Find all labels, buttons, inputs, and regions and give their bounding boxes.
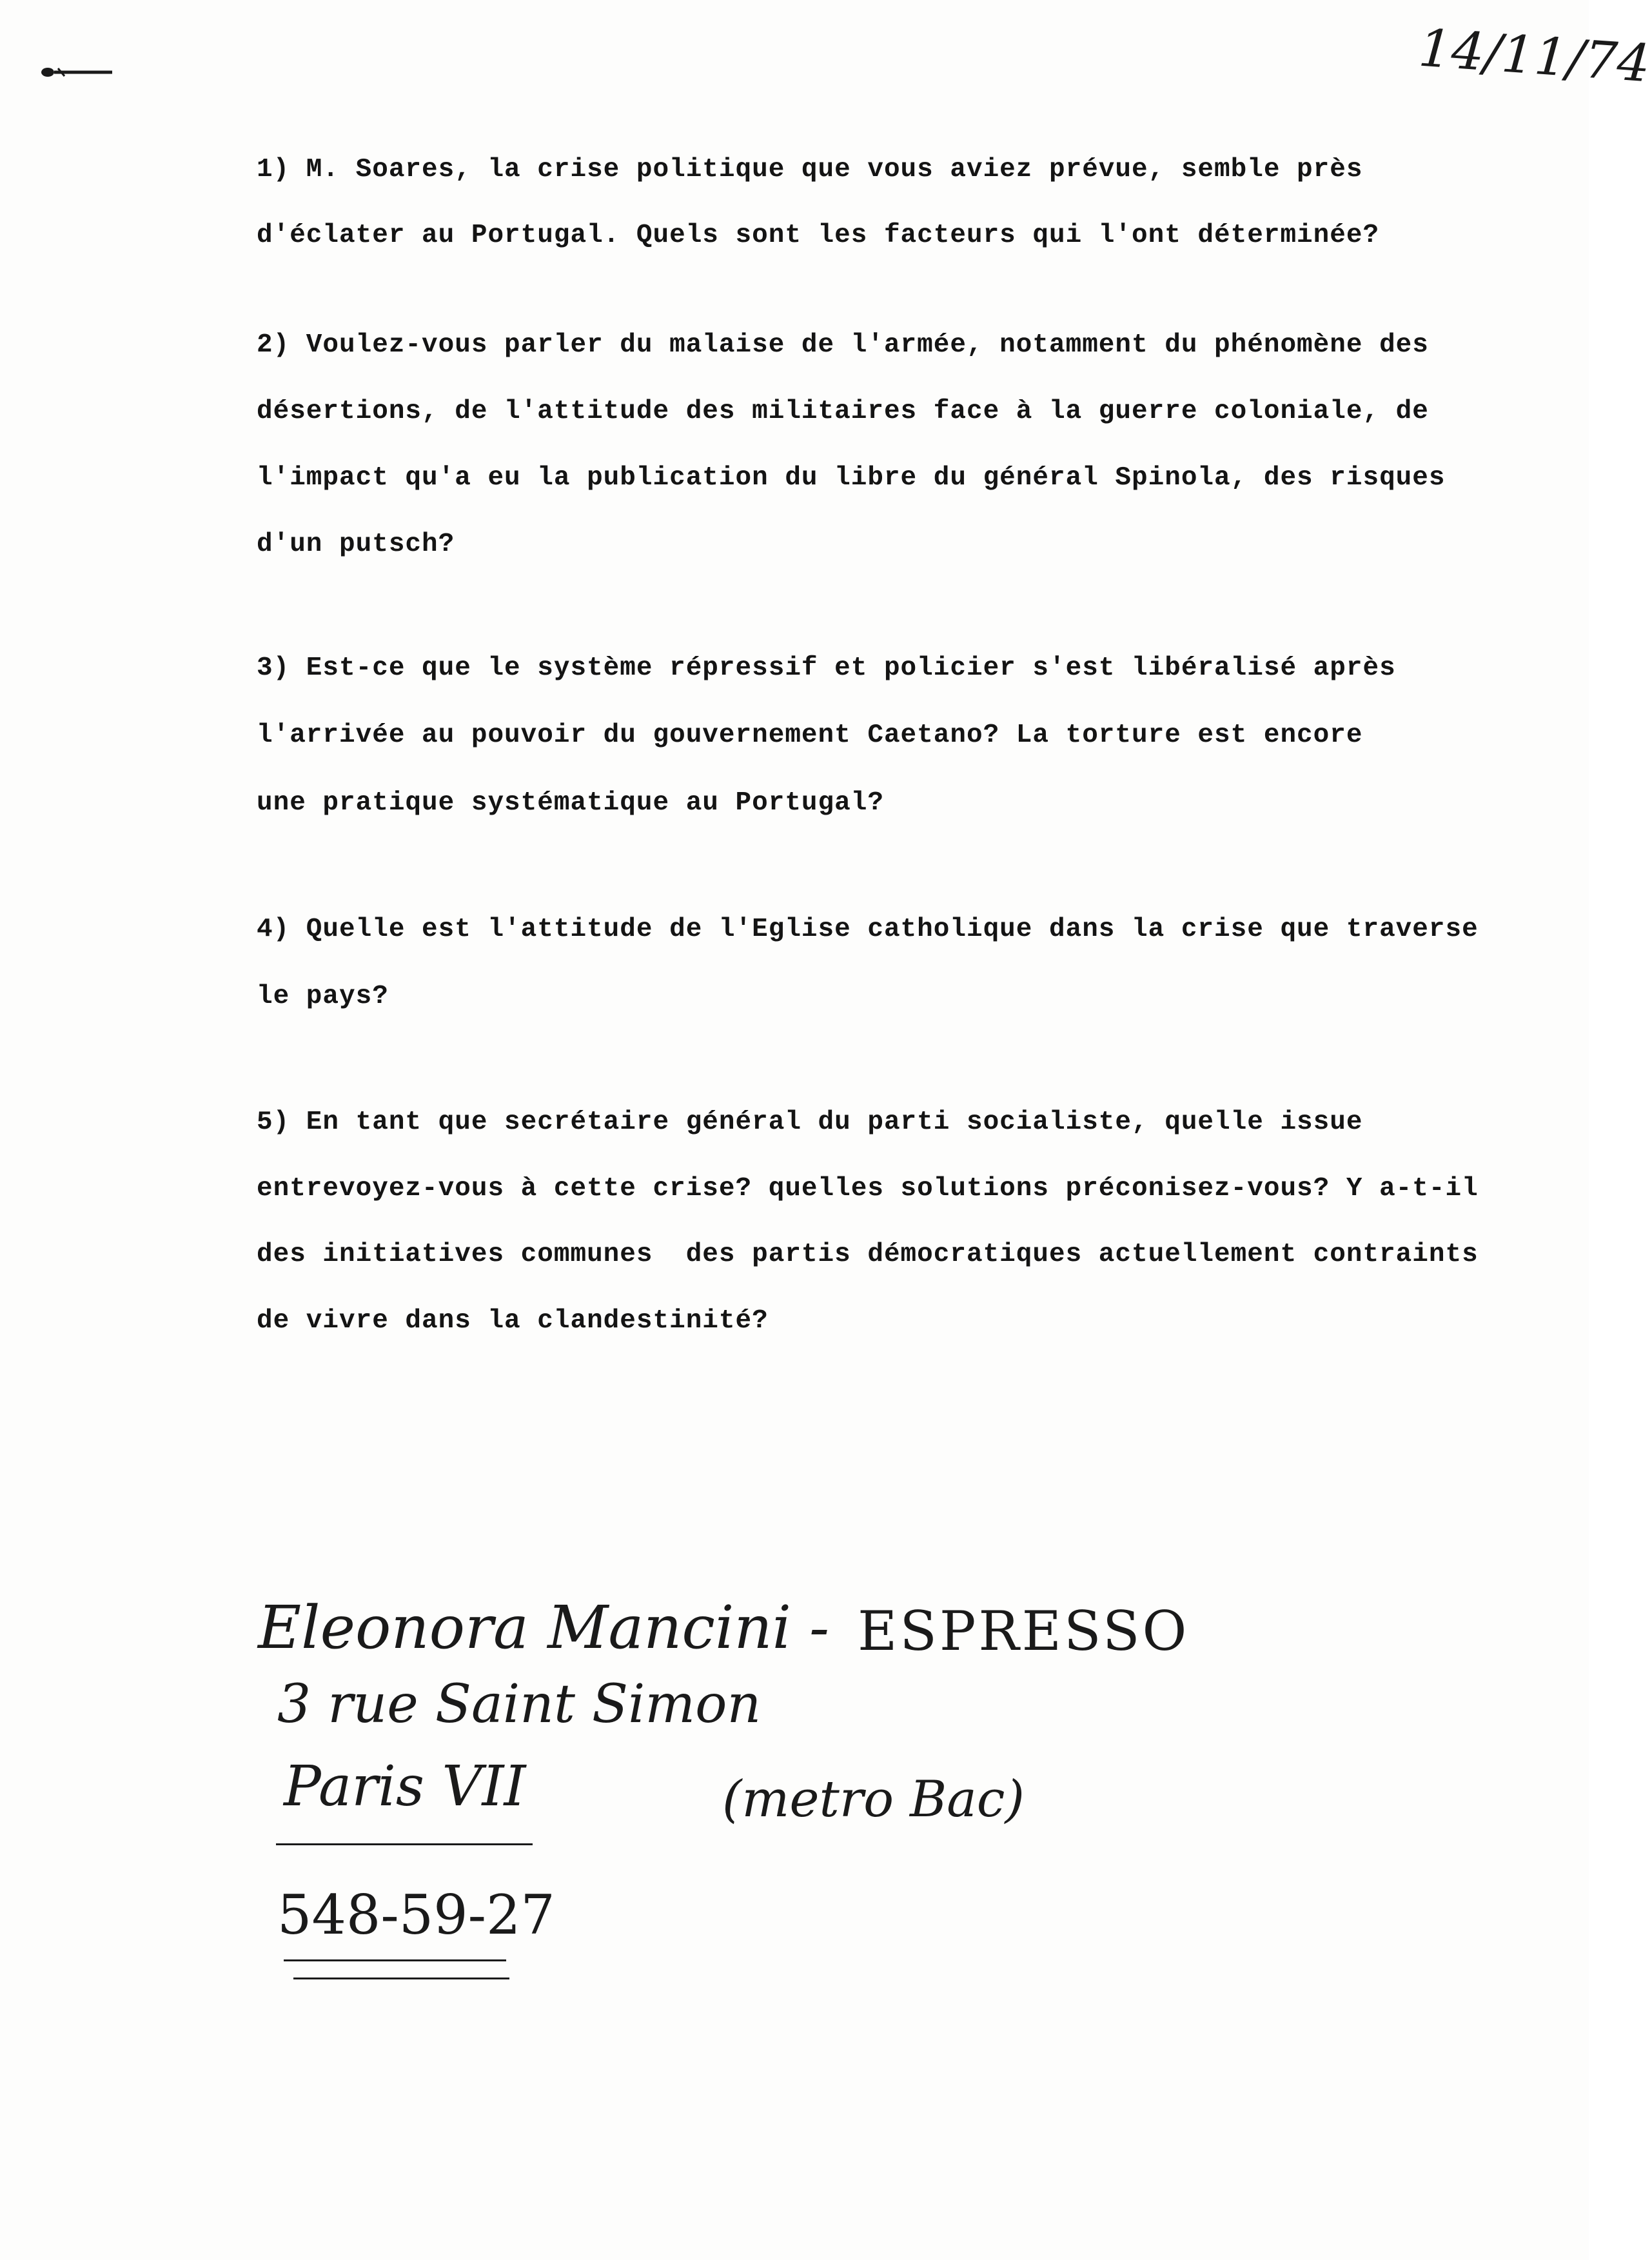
handwritten-separator: - — [809, 1593, 830, 1662]
question-4-line-2: le pays? — [257, 982, 389, 1011]
question-4-line-1: 4) Quelle est l'attitude de l'Eglise catholique dans la crise que traverse — [257, 915, 1479, 944]
handwritten-metro: (metro Bac) — [722, 1770, 1025, 1829]
phone-underline-2 — [293, 1977, 509, 1979]
handwritten-street: 3 rue Saint Simon — [277, 1674, 762, 1735]
handwritten-phone: 548-59-27 — [277, 1883, 555, 1947]
question-3-line-2: l'arrivée au pouvoir du gouvernement Caetano? La torture est encore — [257, 720, 1363, 750]
question-2-line-4: d'un putsch? — [257, 530, 455, 559]
corner-mark-icon — [39, 59, 116, 85]
question-2-line-2: désertions, de l'attitude des militaires face à la guerre coloniale, de — [257, 397, 1429, 426]
question-2-line-1: 2) Voulez-vous parler du malaise de l'armée, notamment du phénomène des — [257, 330, 1429, 360]
handwritten-date: 14/11/74 — [1417, 17, 1652, 94]
question-1-line-1: 1) M. Soares, la crise politique que vous aviez prévue, semble près — [257, 155, 1363, 184]
phone-underline-1 — [284, 1959, 506, 1961]
question-3-line-3: une pratique systématique au Portugal? — [257, 788, 884, 818]
question-5-line-4: de vivre dans la clandestinité? — [257, 1306, 769, 1336]
question-5-line-3: des initiatives communes des partis démocratiques actuellement contraints — [257, 1240, 1479, 1269]
question-1-line-2: d'éclater au Portugal. Quels sont les facteurs qui l'ont déterminée? — [257, 221, 1380, 250]
corner-mark — [39, 59, 116, 85]
city-underline — [276, 1843, 533, 1845]
question-5-line-2: entrevoyez-vous à cette crise? quelles solutions préconisez-vous? Y a-t-il — [257, 1174, 1479, 1204]
handwritten-name: Eleonora Mancini — [258, 1593, 792, 1662]
question-5-line-1: 5) En tant que secrétaire général du parti socialiste, quelle issue — [257, 1107, 1363, 1137]
question-2-line-3: l'impact qu'a eu la publication du libre du général Spinola, des risques — [257, 463, 1446, 493]
handwritten-publication: ESPRESSO — [858, 1600, 1190, 1663]
question-3-line-1: 3) Est-ce que le système répressif et policier s'est libéralisé après — [257, 653, 1396, 683]
handwritten-city: Paris VII — [284, 1754, 526, 1819]
